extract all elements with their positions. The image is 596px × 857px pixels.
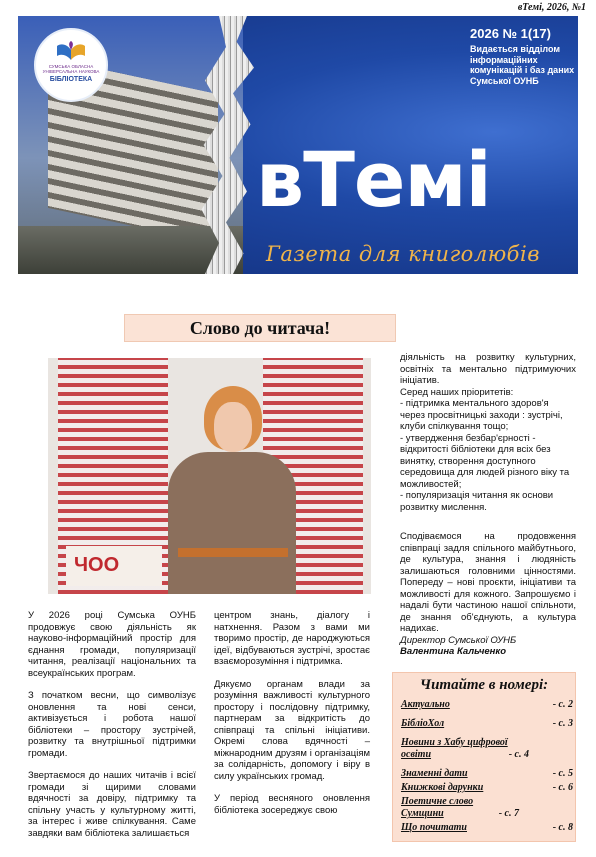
signature-name: Валентина Кальченко (400, 646, 506, 657)
closing-paragraph: Сподіваємося на продовження співпраці задля спільного майбутнього, де культура, знання і людяність залишаються головними цінностями. Попереду – нові проєкти, ініціативи та можливості для кожного. Запрошуємо і надалі бути частиною нашої спільноти, де знання об'єднують, а культура надихає. (400, 531, 576, 634)
running-head: вТемі, 2026, №1 (517, 2, 586, 13)
paragraph: діяльність на розвитку культурних, освітніх та ментально підтримуючих ініціатив. (400, 352, 576, 386)
toc-item-page: - с. 3 (552, 718, 573, 729)
library-logo[interactable] (34, 28, 108, 102)
article-title: Слово до читача! (124, 314, 396, 342)
paragraph: У 2026 році Сумська ОУНБ продовжує свою діяльність як науково-інформаційний простір для єднання громади, популяризації читання, реалізації національних та всеукраїнських програм. (28, 610, 196, 679)
towel-lettering: ЧОО (74, 554, 120, 576)
toc-item-title: Знаменні дати (401, 768, 468, 779)
director-portrait (48, 358, 371, 594)
toc-title: Читайте в номері: (419, 677, 549, 693)
paragraph: З початком весни, що символізує оновлення та нові сенси, активізується і робота нашої бібліотеки – простору зустрічей, розвитку та внутрішньої підтримки громади. (28, 690, 196, 759)
toc-item-title: Що почитати (401, 822, 467, 833)
table-of-contents (392, 672, 576, 842)
toc-item-title: Книжкові дарунки (401, 782, 484, 793)
toc-item-page: - с. 6 (552, 782, 573, 793)
publisher-department: Видається відділом інформаційних комунікацій і баз даних Сумської ОУНБ (470, 44, 575, 86)
logo-top-text: СУМСЬКА ОБЛАСНА УНІВЕРСАЛЬНА НАУКОВА (42, 64, 100, 74)
toc-item-page: - с. 5 (552, 768, 573, 779)
article-column-left (28, 610, 196, 839)
paragraph: У період весняного оновлення бібліотека зосереджує свою (214, 793, 370, 816)
toc-item[interactable] (401, 699, 573, 711)
paragraph: центром знань, діалогу і натхнення. Разом з вами ми творимо простір, де народжуються ідеї, відбуваються зустрічі, зростає взаєморозуміння і підтримка. (214, 610, 370, 667)
priority-item: - популяризація читання як основи розвитку мислення. (400, 490, 554, 513)
toc-item[interactable] (401, 737, 529, 761)
toc-item-title: Новини з Хабу цифрової освіти (401, 737, 508, 760)
paragraph: Дякуємо органам влади за розуміння важливості культурного простору і послідовну підтримку, партнерам за відкритість до співпраці та спільні ініціативи. Окремі слова вдячності – міжнародним друзям і організаціям за солідарність, допомогу і віру в силу українських громад. (214, 678, 370, 782)
article-column-middle (214, 610, 370, 816)
issue-number: 2026 № 1(17) (470, 26, 551, 41)
toc-item-title: БібліоХол (401, 718, 445, 729)
priority-item: - підтримка ментального здоров'я через просвітницькі заходи : зустрічі, клуби спілкування тощо; (400, 398, 563, 432)
toc-list (401, 699, 573, 836)
toc-item-page: - с. 8 (552, 822, 573, 833)
paragraph: Звертаємося до наших читачів і всієї громади зі щирими словами вдячності за довіру, підтримку та спільну участь у культурному житті, за інтерес і живе спілкування. Саме завдяки вам бібліотека залишається (28, 770, 196, 839)
toc-item-page: - с. 4 (508, 749, 529, 760)
logo-main-text: БІБЛІОТЕКА (49, 76, 93, 83)
toc-item-page: - с. 7 (498, 808, 519, 819)
newspaper-title: вТемі (256, 135, 491, 224)
person-belt (178, 548, 288, 557)
toc-item-title: Поетичне слово Сумщини (401, 796, 474, 819)
newspaper-tagline: Газета для книголюбів (266, 242, 540, 266)
toc-item[interactable] (401, 782, 573, 794)
article-column-right (400, 352, 576, 658)
priority-item: - утвердження безбар'єрності - відкритості бібліотеки для всіх без винятку, створення доступного середовища для людей різного віку та можливостей; (400, 432, 570, 490)
toc-item[interactable] (401, 796, 519, 820)
masthead-banner (18, 16, 578, 274)
person-face (214, 402, 252, 452)
signature-role: Директор Сумської ОУНБ (400, 634, 517, 646)
priorities-heading: Серед наших пріоритетів: (400, 386, 514, 398)
toc-item[interactable] (401, 718, 573, 730)
open-book-icon (56, 40, 86, 62)
person-jacket (168, 452, 296, 594)
toc-item[interactable] (401, 822, 573, 834)
toc-item-page: - с. 2 (552, 699, 573, 710)
toc-item-title: Актуально (401, 699, 450, 710)
toc-item[interactable] (401, 768, 573, 780)
